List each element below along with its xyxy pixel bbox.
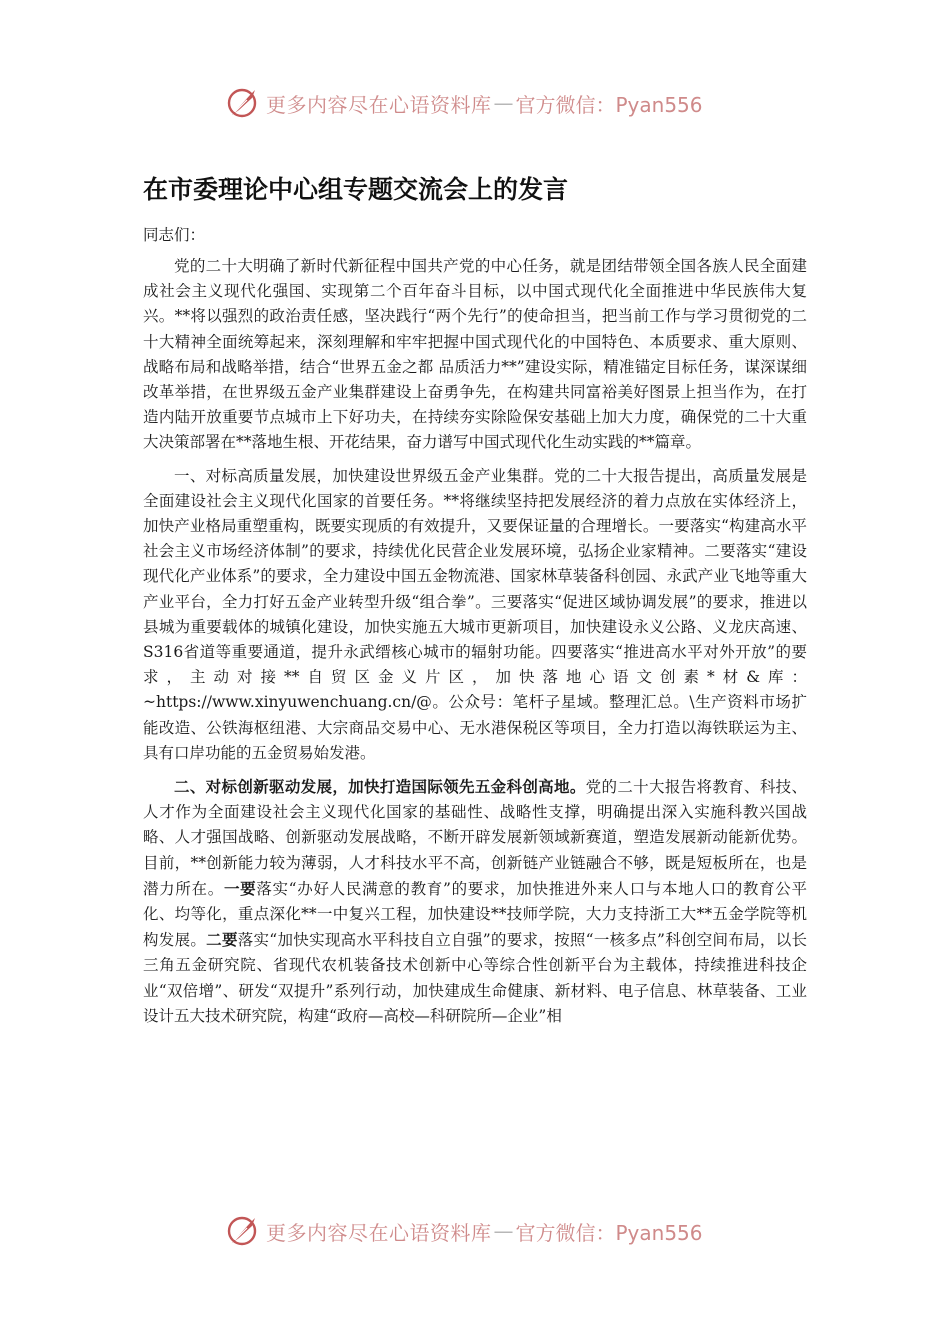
section-two-text-c: 落实“加快实现高水平科技自立自强”的要求，按照“一核多点”科创空间布局，以长三角五金研究院、省现代农机装备技术创新中心等综合性创新平台为主载体，持续推进科技企业“双倍增”、研发“双提升”系列行动，加快建成生命健康、新材料、电子信息、林草装备、工业设计五大技术研究院，构建“政府—高校—科研院所—企业”相 [143,931,807,1025]
watermark-text: 更多内容尽在心语资料库 [266,1220,492,1245]
section-two-point-two: 二要 [206,930,238,950]
watermark-wechat: 官方微信：Pyan556 [515,92,703,117]
intro-paragraph: 党的二十大明确了新时代新征程中国共产党的中心任务，就是团结带领全国各族人民全面建成社会主义现代化强国、实现第二个百年奋斗目标，以中国式现代化全面推进中华民族伟大复兴。**将以强烈的政治责任感，坚决践行“两个先行”的使命担当，把当前工作与学习贯彻党的二十大精神全面统筹起来，深刻理解和牢牢把握中国式现代化的中国特色、本质要求、重大原则、战略布局和战略举措，结合“世界五金之都 品质活力**”建设实际，精准锚定目标任务，谋深谋细改革举措，在世界级五金产业集群建设上奋勇争先，在构建共同富裕美好图景上担当作为，在打造内陆开放重要节点城市上下好功夫，在持续夯实除险保安基础上加大力度，确保党的二十大重大决策部署在**落地生根、开花结果，奋力谱写中国式现代化生动实践的**篇章。 [143,257,807,452]
watermark-dash: — [493,1219,514,1243]
watermark-banner-top [226,83,746,123]
section-two-heading: 二、对标创新驱动发展，加快打造国际领先五金科创高地。 [174,777,586,797]
quill-logo-icon [226,86,260,120]
section-two-point-one: 一要 [223,878,257,898]
watermark-wechat: 官方微信：Pyan556 [515,1220,703,1245]
salutation: 同志们： [143,226,206,244]
section-two-paragraph [143,774,807,1029]
section-two-text-b: 落实“办好人民满意的教育”的要求，加快推进外来人口与本地人口的教育公平化、均等化，重点深化**一中复兴工程，加快建设**技师学院，大力支持浙工大**五金学院等机构发展。 [143,879,807,950]
document-title: 在市委理论中心组专题交流会上的发言 [143,175,569,204]
watermark-banner-bottom [226,1211,746,1251]
quill-logo-icon [226,1214,260,1248]
document-body [143,170,807,1037]
watermark-dash: — [493,91,514,115]
watermark-text: 更多内容尽在心语资料库 [266,92,492,117]
section-one-paragraph: 一、对标高质量发展，加快建设世界级五金产业集群。党的二十大报告提出，高质量发展是全面建设社会主义现代化国家的首要任务。**将继续坚持把发展经济的着力点放在实体经济上，加快产业格局重塑重构，既要实现质的有效提升，又要保证量的合理增长。一要落实“构建高水平社会主义市场经济体制”的要求，持续优化民营企业发展环境，弘扬企业家精神。二要落实“建设现代化产业体系”的要求，全力建设中国五金物流港、国家林草装备科创园、永武产业飞地等重大产业平台，全力打好五金产业转型升级“组合拳”。三要落实“促进区域协调发展”的要求，推进以县城为重要载体的城镇化建设，加快实施五大城市更新项目，加快建设永义公路、义龙庆高速、S316省道等重要通道，提升永武缙核心城市的辐射功能。四要落实“推进高水平对外开放”的要求，主动对接**自贸区金义片区，加快落地心语文创素*材&库：~https://www.xinyuwenchuang.cn/@。公众号：笔杆子星域。整理汇总。\生产资料市场扩能改造、公铁海枢纽港、大宗商品交易中心、无水港保税区等项目，全力打造以海铁联运为主、具有口岸功能的五金贸易始发港。 [143,466,807,762]
section-two-text-a: 党的二十大报告将教育、科技、人才作为全面建设社会主义现代化国家的基础性、战略性支撑，明确提出深入实施科教兴国战略、人才强国战略、创新驱动发展战略，不断开辟发展新领域新赛道，塑造发展新动能新优势。目前，**创新能力较为薄弱，人才科技水平不高，创新链产业链融合不够，既是短板所在，也是潜力所在。 [143,778,807,898]
